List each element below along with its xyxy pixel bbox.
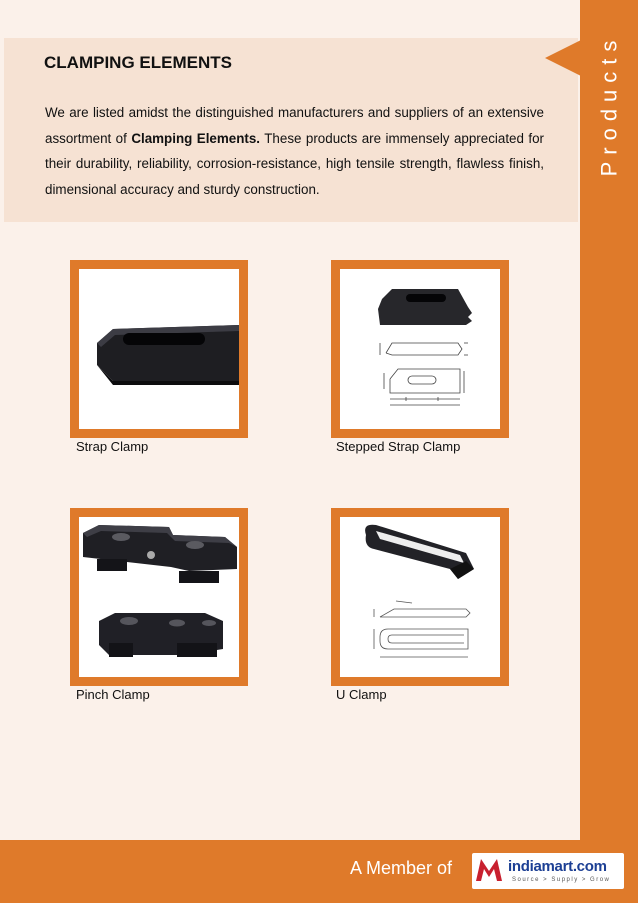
strap-clamp-image [79, 269, 239, 429]
product-frame-pinch-clamp[interactable] [70, 508, 248, 686]
indiamart-logo[interactable] [472, 853, 624, 889]
intro-paragraph [45, 100, 544, 202]
pinch-clamp-image [79, 517, 239, 677]
caption-strap-clamp: Strap Clamp [76, 439, 149, 454]
product-frame-stepped-strap-clamp[interactable] [331, 260, 509, 438]
u-clamp-image [340, 517, 500, 677]
caption-u-clamp: U Clamp [336, 687, 387, 702]
product-image-stepped-strap-clamp[interactable] [340, 269, 500, 429]
caption-pinch-clamp: Pinch Clamp [76, 687, 150, 702]
pointer-arrow [545, 40, 581, 76]
stepped-strap-clamp-image [340, 269, 500, 429]
intro-text-bold: Clamping Elements. [131, 130, 261, 146]
product-image-pinch-clamp[interactable] [79, 517, 239, 677]
caption-stepped-strap-clamp: Stepped Strap Clamp [336, 439, 461, 454]
intro-text-start: We are listed amidst the distinguished manufacturers and suppliers of an extensive assortment of [45, 105, 544, 146]
product-image-u-clamp[interactable] [340, 517, 500, 677]
intro-text-end: These products are immensely appreciated for their durability, reliability, corrosion-resistance, high tensile strength, flawless finish, dimensional accuracy and sturdy construction. [45, 130, 545, 197]
product-frame-u-clamp[interactable] [331, 508, 509, 686]
product-frame-strap-clamp[interactable] [70, 260, 248, 438]
page-title: CLAMPING ELEMENTS [44, 53, 232, 72]
indiamart-logo-icon [472, 853, 506, 889]
member-label: A Member of [350, 858, 453, 878]
logo-tagline: Source > Supply > Grow [512, 877, 611, 883]
side-label-text: Products [596, 33, 622, 177]
logo-wordmark: indiamart.com [508, 858, 607, 875]
product-image-strap-clamp[interactable] [79, 269, 239, 429]
side-label [584, 20, 634, 190]
